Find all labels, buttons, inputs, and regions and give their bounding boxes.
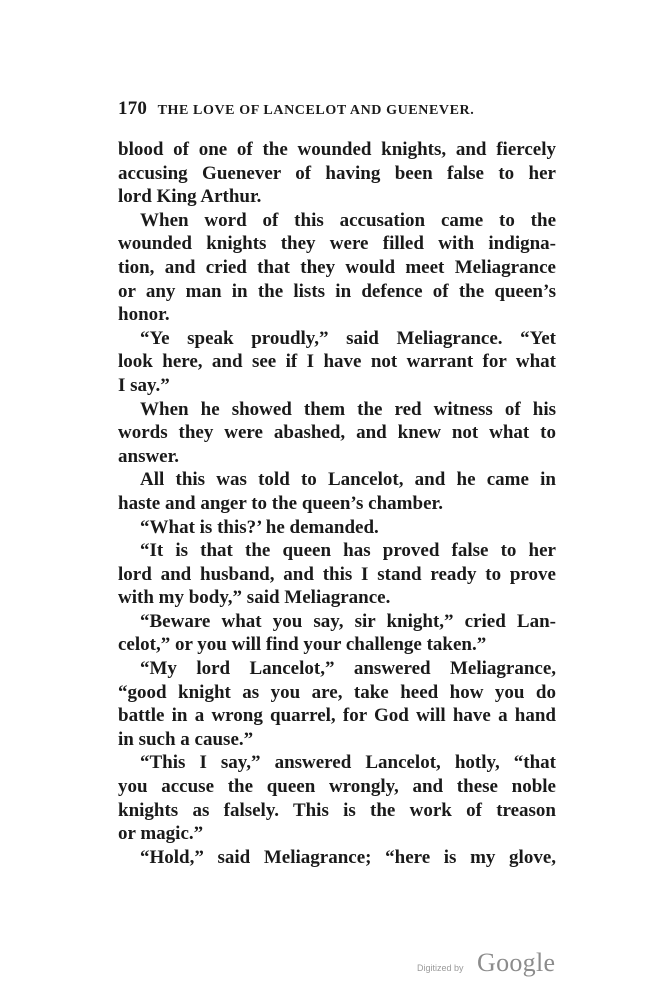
text-line: tion, and cried that they would meet Meliagrance bbox=[118, 256, 556, 278]
text-line: or any man in the lists in defence of the queen’s bbox=[118, 280, 556, 302]
text-line: in such a cause.” bbox=[118, 728, 254, 750]
digitized-by-label: Digitized by bbox=[417, 963, 464, 973]
text-line: blood of one of the wounded knights, and fiercely bbox=[118, 139, 556, 160]
text-line: celot,” or you will find your challenge taken.” bbox=[118, 634, 487, 656]
google-logo: Google bbox=[477, 948, 556, 977]
text-line: “My lord Lancelot,” answered Meliagrance, bbox=[140, 658, 556, 680]
text-line: words they were abashed, and knew not what to bbox=[118, 422, 556, 444]
text-line: “Ye speak proudly,” said Meliagrance. “Yet bbox=[140, 327, 556, 349]
text-line: look here, and see if I have not warrant for what bbox=[118, 351, 556, 373]
text-line: honor. bbox=[118, 304, 170, 326]
body-text bbox=[118, 138, 556, 869]
text-line: I say.” bbox=[118, 374, 170, 396]
page-number: 170 bbox=[118, 98, 148, 119]
text-line: When word of this accusation came to the bbox=[140, 209, 556, 231]
text-line: answer. bbox=[118, 445, 180, 467]
text-line: wounded knights they were filled with indigna- bbox=[118, 233, 556, 255]
text-line: All this was told to Lancelot, and he came in bbox=[140, 469, 556, 491]
running-title: THE LOVE OF LANCELOT AND GUENEVER. bbox=[157, 103, 475, 118]
text-line: “What is this?’ he demanded. bbox=[140, 516, 379, 538]
running-header bbox=[118, 98, 538, 120]
text-line: “It is that the queen has proved false to her bbox=[140, 540, 556, 562]
text-line: knights as falsely. This is the work of treason bbox=[118, 799, 556, 821]
text-line: “Beware what you say, sir knight,” cried Lan- bbox=[140, 610, 556, 632]
text-line: When he showed them the red witness of his bbox=[140, 398, 556, 420]
text-line: “Hold,” said Meliagrance; “here is my glove, bbox=[140, 846, 556, 868]
text-line: battle in a wrong quarrel, for God will have a hand bbox=[118, 705, 556, 727]
text-line: with my body,” said Meliagrance. bbox=[118, 587, 391, 609]
text-line: lord and husband, and this I stand ready to prove bbox=[118, 563, 556, 585]
text-line: lord King Arthur. bbox=[118, 186, 262, 208]
text-line: accusing Guenever of having been false to her bbox=[118, 162, 556, 184]
text-line: haste and anger to the queen’s chamber. bbox=[118, 492, 443, 514]
text-line: you accuse the queen wrongly, and these noble bbox=[118, 776, 556, 798]
text-line: “This I say,” answered Lancelot, hotly, “that bbox=[140, 752, 556, 774]
digitized-watermark bbox=[417, 948, 557, 982]
text-line: “good knight as you are, take heed how you do bbox=[118, 681, 556, 703]
text-line: or magic.” bbox=[118, 823, 204, 845]
